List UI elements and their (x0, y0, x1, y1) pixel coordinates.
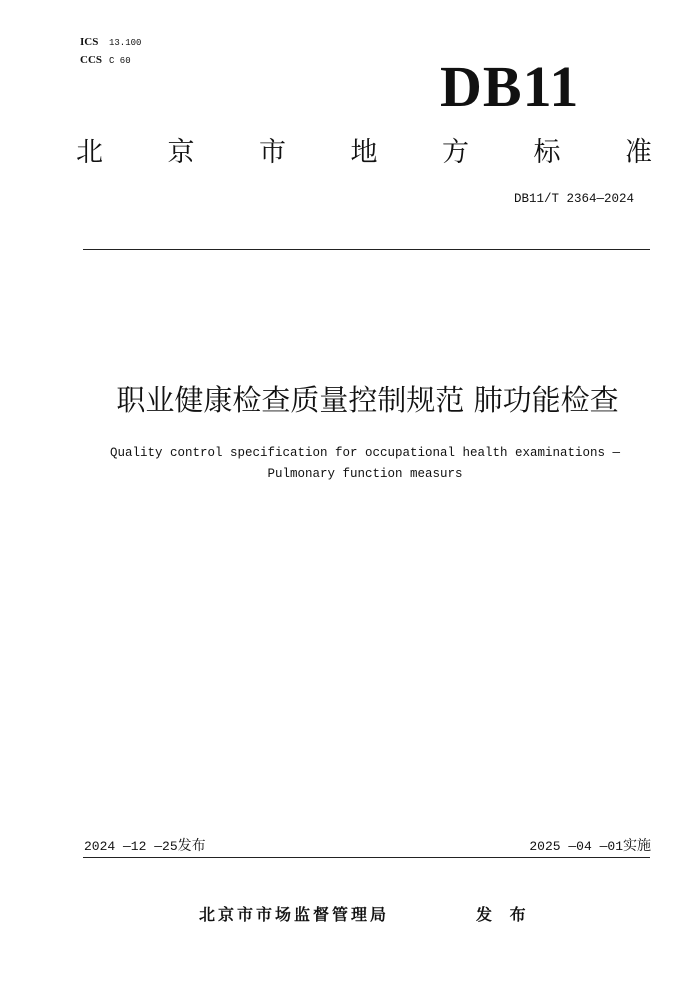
title-english-line-2: Pulmonary function measurs (267, 467, 463, 481)
publisher-name: 北京市市场监督管理局 (199, 905, 390, 924)
db11-logo: DB11 (440, 54, 580, 119)
standard-number: DB11/T 2364—2024 (513, 192, 634, 206)
implementation-date (529, 836, 651, 857)
ics-code (80, 34, 141, 52)
publish-label: 发 布 (476, 905, 532, 924)
title-english (60, 443, 670, 485)
ics-value: 13.100 (109, 38, 142, 48)
classification-codes (80, 34, 141, 70)
standard-type-char: 京 (167, 137, 195, 168)
standard-type-char: 北 (76, 137, 103, 168)
title-english-line-1: Quality control specification for occupational health examinations — (109, 446, 621, 460)
standard-type-char: 准 (625, 137, 652, 168)
issue-date-value: 2024 —12 —25 (84, 839, 178, 854)
title-chinese: 职业健康检查质量控制规范 肺功能检查 (116, 383, 619, 417)
ccs-value: C 60 (109, 56, 131, 66)
implementation-date-value: 2025 —04 —01 (529, 839, 623, 854)
standard-type-char: 标 (533, 137, 561, 168)
issue-label: 发布 (177, 838, 206, 854)
standard-type-char: 市 (259, 137, 286, 168)
bottom-divider (83, 857, 650, 858)
standard-type-title (76, 133, 652, 173)
ccs-label: CCS (80, 54, 103, 66)
standard-type-char: 地 (350, 137, 378, 168)
issue-date (84, 836, 206, 857)
ccs-code (80, 52, 141, 70)
implementation-label: 实施 (623, 838, 651, 854)
ics-label: ICS (80, 36, 99, 48)
top-divider (83, 249, 650, 250)
standard-type-char: 方 (442, 137, 469, 168)
